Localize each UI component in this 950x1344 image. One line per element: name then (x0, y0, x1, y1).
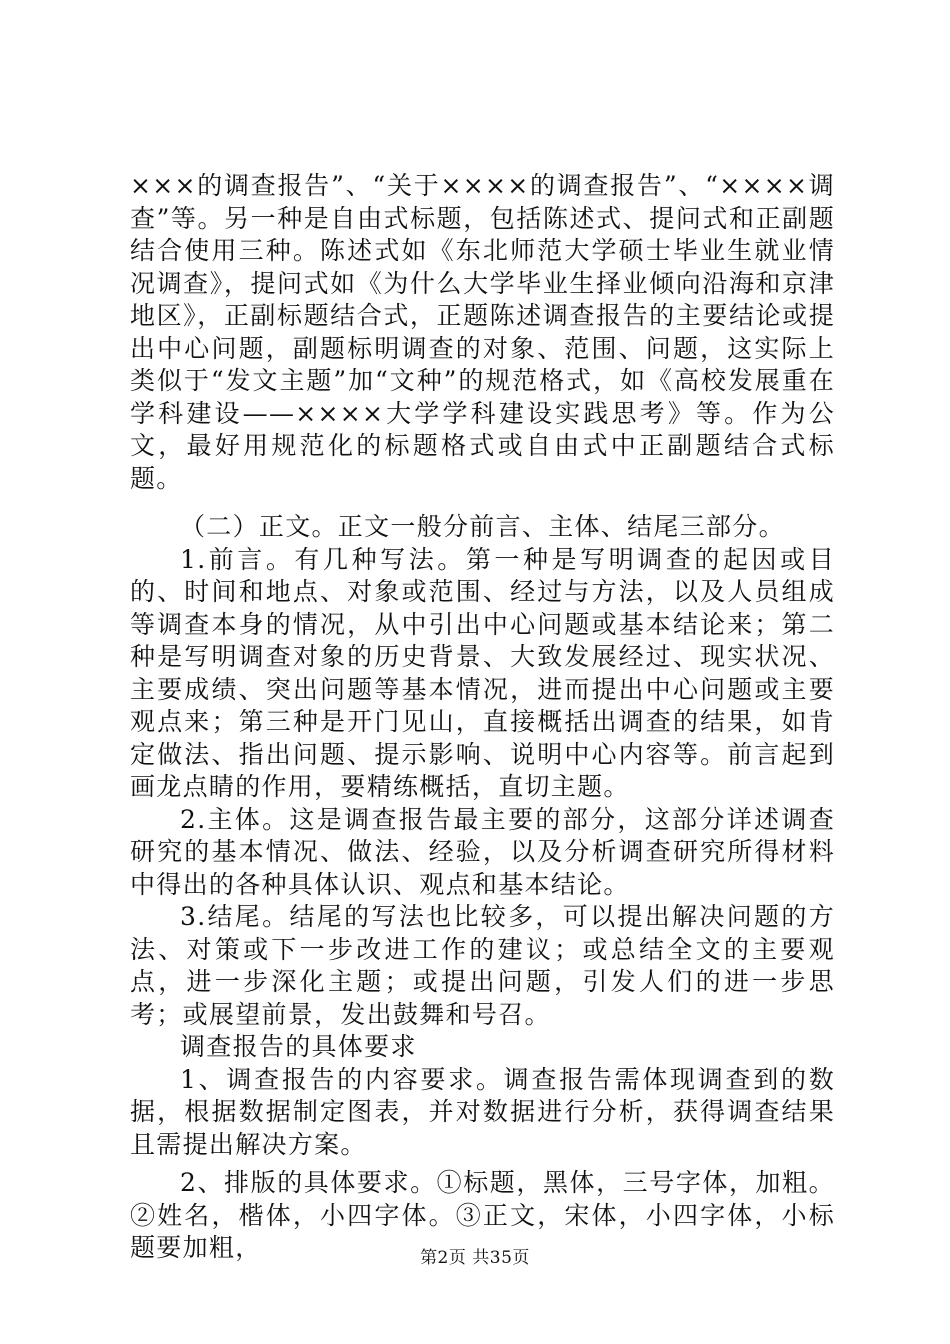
paragraph-requirements-heading: 调查报告的具体要求 (180, 1032, 417, 1061)
document-body (130, 170, 835, 1265)
paragraph-content-requirements: 1、调查报告的内容要求。调查报告需体现调查到的数据，根据数据制定图表，并对数据进行分析，获得调查结果且需提出解决方案。 (130, 1064, 835, 1159)
paragraph-preface: 1.前言。有几种写法。第一种是写明调查的起因或目的、时间和地点、对象或范围、经过与方法，以及人员组成等调查本身的情况，从中引出中心问题或基本结论来；第二种是写明调查对象的历史背景、大致发展经过、现实状况、主要成绩、突出问题等基本情况，进而提出中心问题或主要观点来；第三种是开门见山，直接概括出调查的结果，如肯定做法、指出问题、提示影响、说明中心内容等。前言起到画龙点睛的作用，要精练概括，直切主题。 (130, 544, 835, 801)
paragraph-ending: 3.结尾。结尾的写法也比较多，可以提出解决问题的方法、对策或下一步改进工作的建议；或总结全文的主要观点，进一步深化主题；或提出问题，引发人们的进一步思考；或展望前景，发出鼓舞和号召。 (130, 902, 835, 1029)
paragraph-main-body: 2.主体。这是调查报告最主要的部分，这部分详述调查研究的基本情况、做法、经验，以及分析调查研究所得材料中得出的各种具体认识、观点和基本结论。 (130, 804, 835, 899)
page-number-footer: 第2页 共35页 (420, 1248, 530, 1268)
paragraph-title-types: ×××的调查报告”、“关于××××的调查报告”、“××××调查”等。另一种是自由式标题，包括陈述式、提问式和正副题结合使用三种。陈述式如《东北师范大学硕士毕业生就业情况调查》，提问式如《为什么大学毕业生择业倾向沿海和京津地区》，正副标题结合式，正题陈述调查报告的主要结论或提出中心问题，副题标明调查的对象、范围、问题，这实际上类似于“发文主题”加“文种”的规范格式，如《高校发展重在学科建设——××××大学学科建设实践思考》等。作为公文，最好用规范化的标题格式或自由式中正副题结合式标题。 (130, 171, 835, 493)
paragraph-layout-requirements: 2、排版的具体要求。①标题，黑体，三号字体，加粗。②姓名，楷体，小四字体。③正文，宋体，小四字体，小标题要加粗， (130, 1168, 835, 1262)
paragraph-section-body-heading: （二）正文。正文一般分前言、主体、结尾三部分。 (180, 512, 785, 541)
